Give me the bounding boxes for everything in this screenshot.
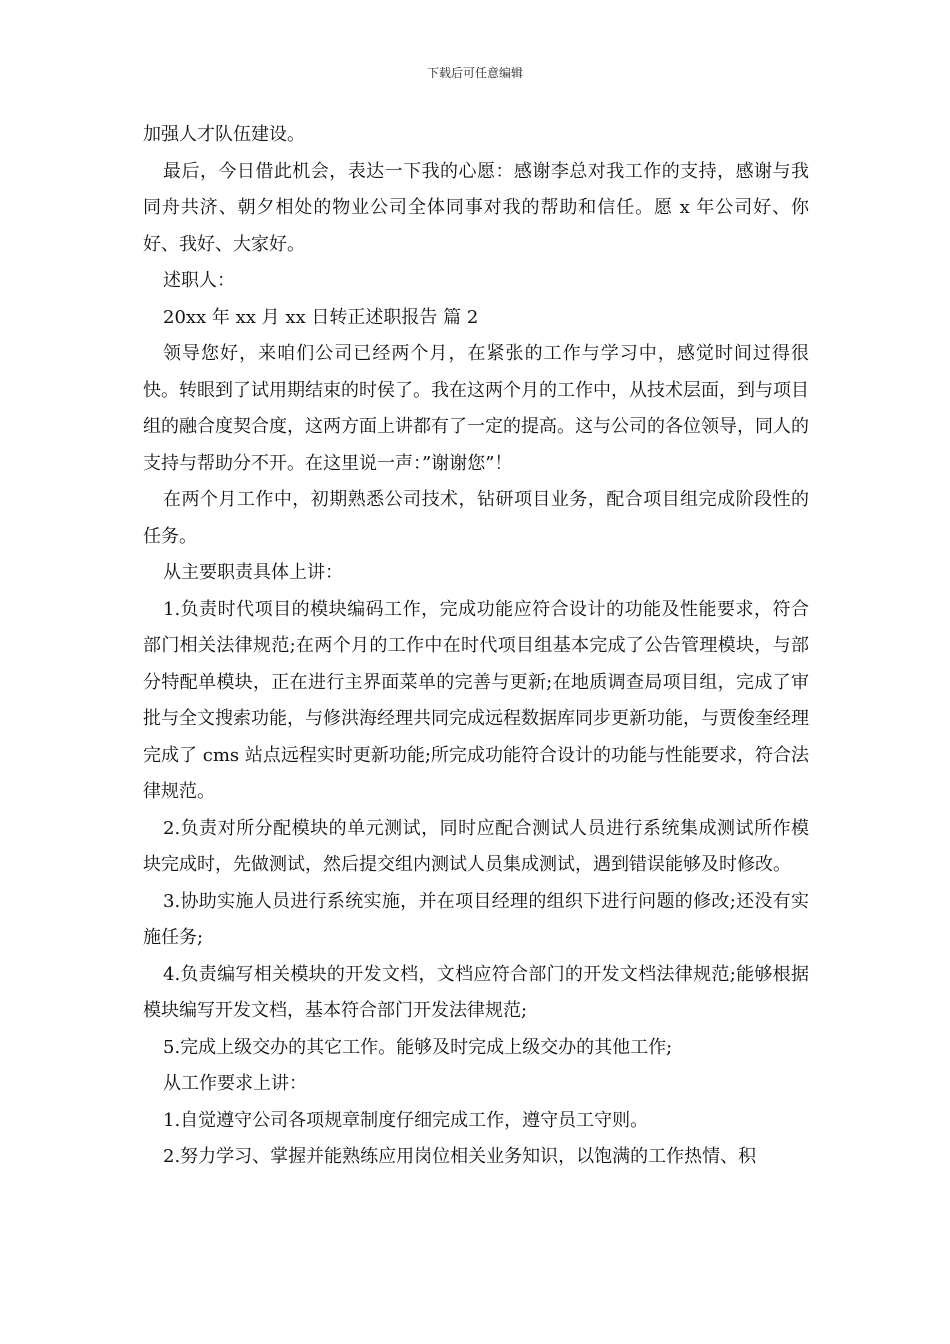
paragraph-closing-wishes: 最后，今日借此机会，表达一下我的心愿：感谢李总对我工作的支持，感谢与我同舟共济、朝夕相处的物业公司全体同事对我的帮助和信任。愿 x 年公司好、你好、我好、大家好。 — [143, 160, 809, 255]
document-body — [143, 117, 809, 1176]
paragraph-continuation: 加强人才队伍建设。 — [143, 124, 305, 145]
paragraph-two-months: 在两个月工作中，初期熟悉公司技术，钻研项目业务，配合项目组完成阶段性的任务。 — [143, 489, 809, 547]
page-header: 下载后可任意编辑 — [426, 66, 523, 80]
paragraph-requirement-1: 1.自觉遵守公司各项规章制度仔细完成工作，遵守员工守则。 — [163, 1109, 649, 1131]
paragraph-duty-5: 5.完成上级交办的其它工作。能够及时完成上级交办的其他工作; — [163, 1036, 673, 1058]
paragraph-duty-2: 2.负责对所分配模块的单元测试，同时应配合测试人员进行系统集成测试所作模块完成时，先做测试，然后提交组内测试人员集成测试，遇到错误能够及时修改。 — [143, 817, 809, 875]
paragraph-requirement-2: 2.努力学习、掌握并能熟练应用岗位相关业务知识，以饱满的工作热情、积 — [163, 1146, 757, 1167]
paragraph-requirements-heading: 从工作要求上讲： — [163, 1073, 307, 1094]
paragraph-signature-label: 述职人： — [163, 270, 235, 291]
paragraph-duties-heading: 从主要职责具体上讲： — [163, 562, 343, 583]
paragraph-greeting: 领导您好，来咱们公司已经两个月，在紧张的工作与学习中，感觉时间过得很快。转眼到了试用期结束的时侯了。我在这两个月的工作中，从技术层面，到与项目组的融合度契合度，这两方面上讲都有了一定的提高。这与公司的各位领导，同人的支持与帮助分不开。在这里说一声：”谢谢您”！ — [143, 343, 809, 474]
paragraph-report-title: 20xx 年 xx 月 xx 日转正述职报告 篇 2 — [163, 306, 479, 328]
paragraph-duty-4: 4.负责编写相关模块的开发文档，文档应符合部门的开发文档法律规范;能够根据模块编写开发文档，基本符合部门开发法律规范; — [143, 963, 809, 1021]
paragraph-duty-1: 1.负责时代项目的模块编码工作，完成功能应符合设计的功能及性能要求，符合部门相关法律规范;在两个月的工作中在时代项目组基本完成了公告管理模块，与部分特配单模块，正在进行主界面菜单的完善与更新;在地质调查局项目组，完成了审批与全文搜索功能，与修洪海经理共同完成远程数据库同步更新功能，与贾俊奎经理完成了 cms 站点远程实时更新功能;所完成功能符合设计的功能与性能要求，符合法律规范。 — [143, 598, 809, 802]
paragraph-duty-3: 3.协助实施人员进行系统实施，并在项目经理的组织下进行问题的修改;还没有实施任务; — [143, 890, 809, 948]
